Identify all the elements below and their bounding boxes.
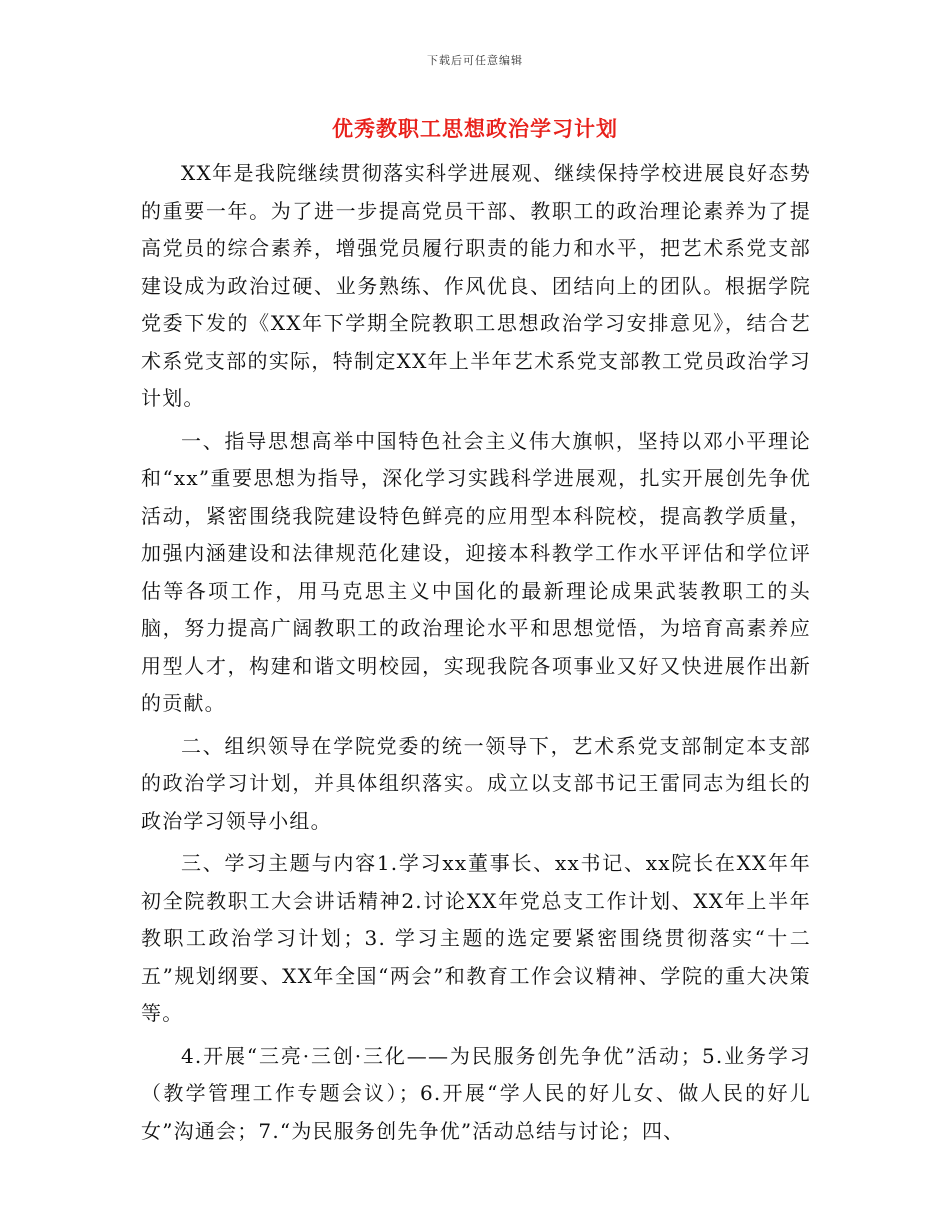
- document-title: 优秀教职工思想政治学习计划: [332, 116, 618, 141]
- paragraph-intro: XX年是我院继续贯彻落实科学进展观、继续保持学校进展良好态势的重要一年。为了进一步提高党员干部、教职工的政治理论素养为了提高党员的综合素养，增强党员履行职责的能力和水平，把艺术系党支部建设成为政治过硬、业务熟练、作风优良、团结向上的团队。根据学院党委下发的《XX年下学期全院教职工思想政治学习安排意见》，结合艺术系党支部的实际，特制定XX年上半年艺术系党支部教工党员政治学习计划。: [141, 161, 811, 410]
- page-header-note: 下载后可任意编辑: [427, 54, 523, 67]
- paragraph-guiding-ideology: 一、指导思想高举中国特色社会主义伟大旗帜，坚持以邓小平理论和“xx”重要思想为指导，深化学习实践科学进展观，扎实开展创先争优活动，紧密围绕我院建设特色鲜亮的应用型本科院校，提高教学质量，加强内涵建设和法律规范化建设，迎接本科教学工作水平评估和学位评估等各项工作，用马克思主义中国化的最新理论成果武装教职工的头脑，努力提高广阔教职工的政治理论水平和思想觉悟，为培育高素养应用型人才，构建和谐文明校园，实现我院各项事业又好又快进展作出新的贡献。: [141, 428, 811, 715]
- paragraph-activities: 4.开展“三亮·三创·三化——为民服务创先争优”活动；5.业务学习（教学管理工作专题会议）；6.开展“学人民的好儿女、做人民的好儿女”沟通会；7.“为民服务创先争优”活动总结与讨论；四、: [141, 1043, 811, 1143]
- paragraph-study-topics: 三、学习主题与内容1.学习xx董事长、xx书记、xx院长在XX年年初全院教职工大会讲话精神2.讨论XX年党总支工作计划、XX年上半年教职工政治学习计划；3. 学习主题的选定要紧密围绕贯彻落实“十二五”规划纲要、XX年全国“两会”和教育工作会议精神、学院的重大决策等。: [141, 851, 811, 1025]
- document-body: [141, 155, 811, 1155]
- paragraph-organization-leadership: 二、组织领导在学院党委的统一领导下，艺术系党支部制定本支部的政治学习计划，并具体组织落实。成立以支部书记王雷同志为组长的政治学习领导小组。: [141, 733, 811, 833]
